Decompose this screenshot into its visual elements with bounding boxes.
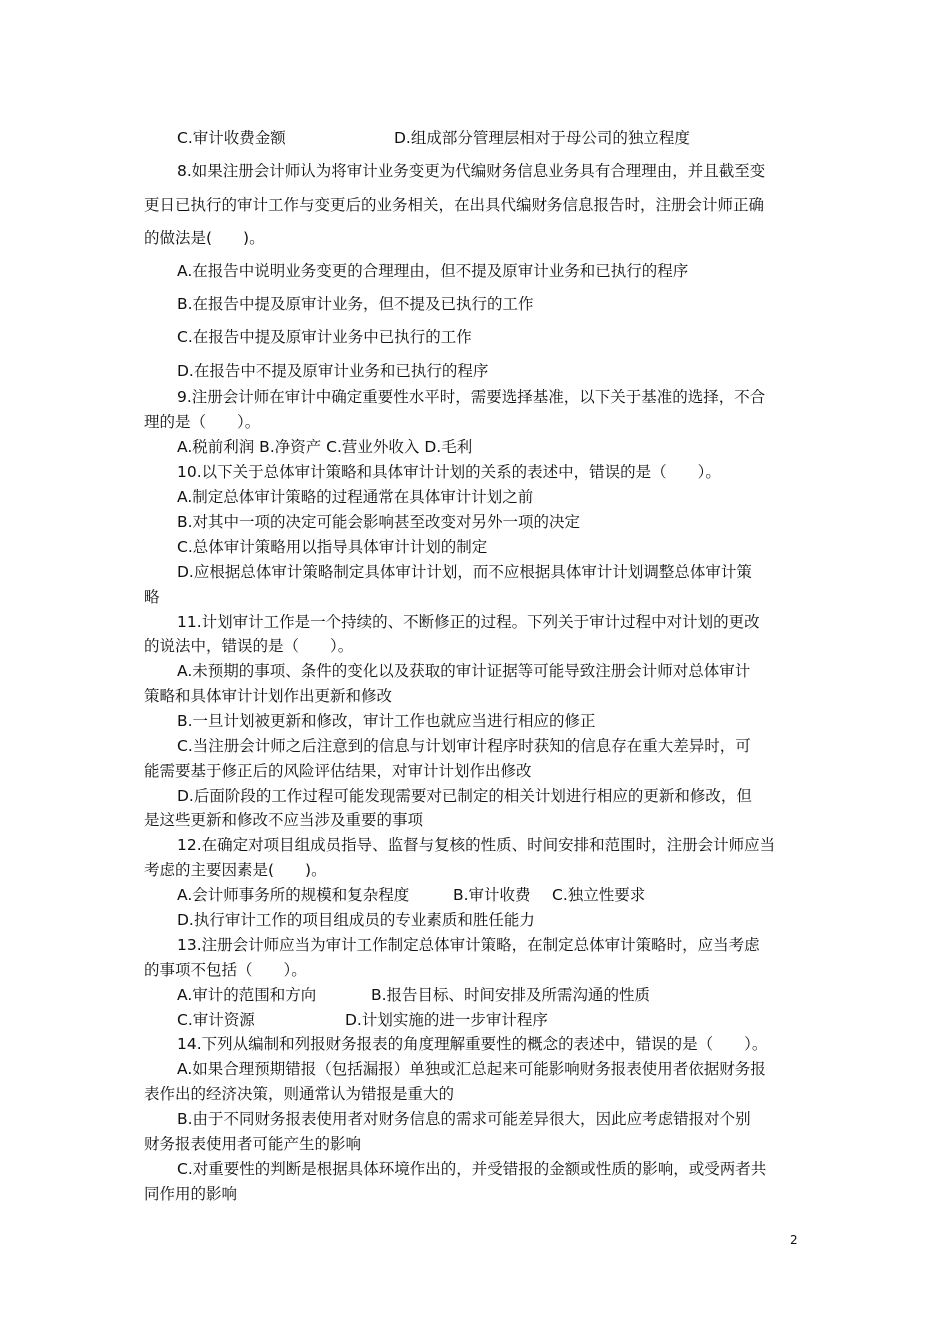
text-line: A.税前利润 B.净资产 C.营业外收入 D.毛利 [177, 438, 473, 456]
text-line: C.对重要性的判断是根据具体环境作出的，并受错报的金额或性质的影响，或受两者共 [177, 1160, 767, 1178]
text-line: D.组成部分管理层相对于母公司的独立程度 [394, 129, 690, 147]
text-line: D.计划实施的进一步审计程序 [345, 1011, 548, 1029]
text-line: A.在报告中说明业务变更的合理理由，但不提及原审计业务和已执行的程序 [177, 262, 689, 280]
text-line: B.由于不同财务报表使用者对财务信息的需求可能差异很大，因此应考虑错报对个别 [177, 1110, 751, 1128]
text-line: 能需要基于修正后的风险评估结果，对审计计划作出修改 [144, 762, 532, 780]
text-line: C.当注册会计师之后注意到的信息与计划审计程序时获知的信息存在重大差异时，可 [177, 737, 751, 755]
text-line: 表作出的经济决策，则通常认为错报是重大的 [144, 1085, 455, 1103]
text-line: C.审计收费金额 [177, 129, 286, 147]
text-line: 同作用的影响 [144, 1185, 238, 1203]
text-line: D.后面阶段的工作过程可能发现需要对已制定的相关计划进行相应的更新和修改，但 [177, 787, 752, 805]
text-line: 14.下列从编制和列报财务报表的角度理解重要性的概念的表述中，错误的是（ ）。 [177, 1035, 768, 1053]
text-line: 11.计划审计工作是一个持续的、不断修正的过程。下列关于审计过程中对计划的更改 [177, 613, 760, 631]
page-number: 2 [790, 1233, 798, 1247]
text-line: 13.注册会计师应当为审计工作制定总体审计策略，在制定总体审计策略时，应当考虑 [177, 936, 760, 954]
text-line: 的做法是( )。 [144, 229, 265, 247]
text-line: 策略和具体审计计划作出更新和修改 [144, 687, 393, 705]
text-line: B.报告目标、时间安排及所需沟通的性质 [371, 986, 651, 1004]
text-line: 财务报表使用者可能产生的影响 [144, 1135, 362, 1153]
text-line: 考虑的主要因素是( )。 [144, 861, 327, 879]
text-line: D.执行审计工作的项目组成员的专业素质和胜任能力 [177, 911, 535, 929]
text-line: 略 [144, 588, 160, 606]
text-line: 理的是（ ）。 [144, 413, 261, 431]
text-line: B.审计收费 [453, 886, 531, 904]
text-line: 8.如果注册会计师认为将审计业务变更为代编财务信息业务具有合理理由，并且截至变 [177, 162, 766, 180]
text-line: A.审计的范围和方向 [177, 986, 317, 1004]
text-line: B.对其中一项的决定可能会影响甚至改变对另外一项的决定 [177, 513, 581, 531]
text-line: C.独立性要求 [552, 886, 646, 904]
text-line: 更日已执行的审计工作与变更后的业务相关，在出具代编财务信息报告时，注册会计师正确 [144, 196, 765, 214]
text-line: 的事项不包括（ ）。 [144, 961, 307, 979]
text-line: A.如果合理预期错报（包括漏报）单独或汇总起来可能影响财务报表使用者依据财务报 [177, 1060, 766, 1078]
text-line: C.审计资源 [177, 1011, 255, 1029]
text-line: B.在报告中提及原审计业务，但不提及已执行的工作 [177, 295, 534, 313]
text-line: 是这些更新和修改不应当涉及重要的事项 [144, 811, 424, 829]
text-line: A.制定总体审计策略的过程通常在具体审计计划之前 [177, 488, 534, 506]
text-line: 的说法中，错误的是（ ）。 [144, 637, 354, 655]
text-line: C.在报告中提及原审计业务中已执行的工作 [177, 328, 472, 346]
text-line: 9.注册会计师在审计中确定重要性水平时，需要选择基准，以下关于基准的选择，不合 [177, 388, 766, 406]
text-line: D.在报告中不提及原审计业务和已执行的程序 [177, 362, 489, 380]
text-line: 12.在确定对项目组成员指导、监督与复核的性质、时间安排和范围时，注册会计师应当 [177, 836, 776, 854]
text-line: B.一旦计划被更新和修改，审计工作也就应当进行相应的修正 [177, 712, 596, 730]
text-line: A.未预期的事项、条件的变化以及获取的审计证据等可能导致注册会计师对总体审计 [177, 662, 751, 680]
text-line: C.总体审计策略用以指导具体审计计划的制定 [177, 538, 488, 556]
text-line: A.会计师事务所的规模和复杂程度 [177, 886, 410, 904]
text-line: 10.以下关于总体审计策略和具体审计计划的关系的表述中，错误的是（ ）。 [177, 463, 721, 481]
text-line: D.应根据总体审计策略制定具体审计计划，而不应根据具体审计计划调整总体审计策 [177, 563, 752, 581]
